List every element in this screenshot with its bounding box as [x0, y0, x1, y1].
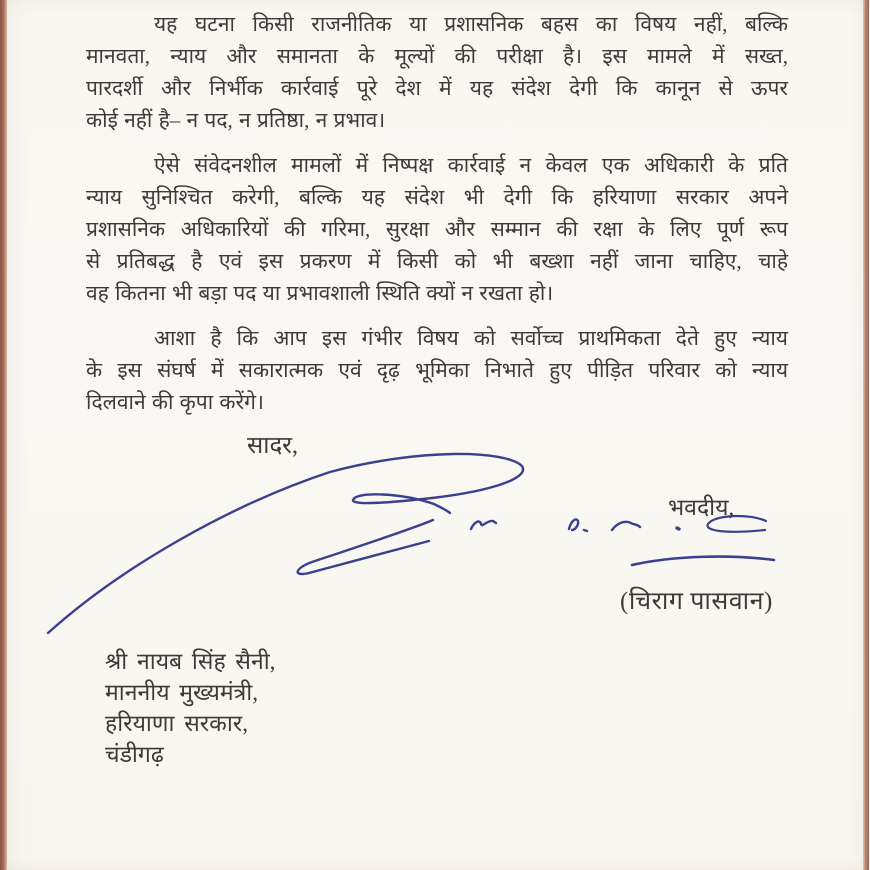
recipient-line: श्री नायब सिंह सैनी, — [105, 649, 276, 674]
paragraph-line: कोई नहीं है– न पद, न प्रतिष्ठा, न प्रभाव। — [86, 108, 386, 132]
paragraph-line: आशा है कि आप इस गंभीर विषय को सर्वोच्च प्राथमिकता देते हुए न्याय — [154, 326, 788, 350]
paragraph — [86, 322, 788, 418]
valediction: भवदीय, — [668, 495, 735, 520]
letter-body — [86, 8, 788, 431]
paragraph-line: दिलवाने की कृपा करेंगे। — [86, 390, 264, 414]
paragraph-line: प्रशासनिक अधिकारियों की गरिमा, सुरक्षा और सम्मान की रक्षा के लिए पूर्ण रूप — [86, 217, 788, 241]
recipient-line: हरियाणा सरकार, — [105, 711, 248, 736]
recipient-line: माननीय मुख्यमंत्री, — [105, 680, 258, 705]
paragraph-line: मानवता, न्याय और समानता के मूल्यों की परीक्षा है। इस मामले में सख्त, — [86, 44, 788, 68]
paragraph-line: वह कितना भी बड़ा पद या प्रभावशाली स्थिति क्यों न रखता हो। — [86, 281, 554, 305]
paragraph-line: पारदर्शी और निर्भीक कार्रवाई पूरे देश में यह संदेश देगी कि कानून से ऊपर — [86, 76, 788, 100]
closing-salutation: सादर, — [247, 433, 298, 459]
paragraph — [86, 149, 788, 309]
paragraph-line: ऐसे संवेदनशील मामलों में निष्पक्ष कार्रवाई न केवल एक अधिकारी के प्रति — [154, 153, 788, 177]
letter-paragraphs — [86, 8, 788, 418]
recipient-block — [105, 646, 275, 770]
paragraph-line: के इस संघर्ष में सकारात्मक एवं दृढ़ भूमिका निभाते हुए पीड़ित परिवार को न्याय — [86, 358, 788, 382]
paragraph-line: न्याय सुनिश्चित करेगी, बल्कि यह संदेश भी देगी कि हरियाणा सरकार अपने — [86, 185, 788, 209]
paragraph — [86, 8, 788, 136]
scan-edge-right — [863, 0, 869, 870]
paragraph-line: से प्रतिबद्ध है एवं इस प्रकरण में किसी को भी बख्शा नहीं जाना चाहिए, चाहे — [86, 249, 788, 273]
signatory-name: (चिराग पासवान) — [620, 588, 773, 615]
recipient-line: चंडीगढ़ — [105, 742, 164, 767]
paragraph-line: यह घटना किसी राजनीतिक या प्रशासनिक बहस का विषय नहीं, बल्कि — [154, 12, 788, 36]
scan-edge-left — [0, 0, 7, 870]
